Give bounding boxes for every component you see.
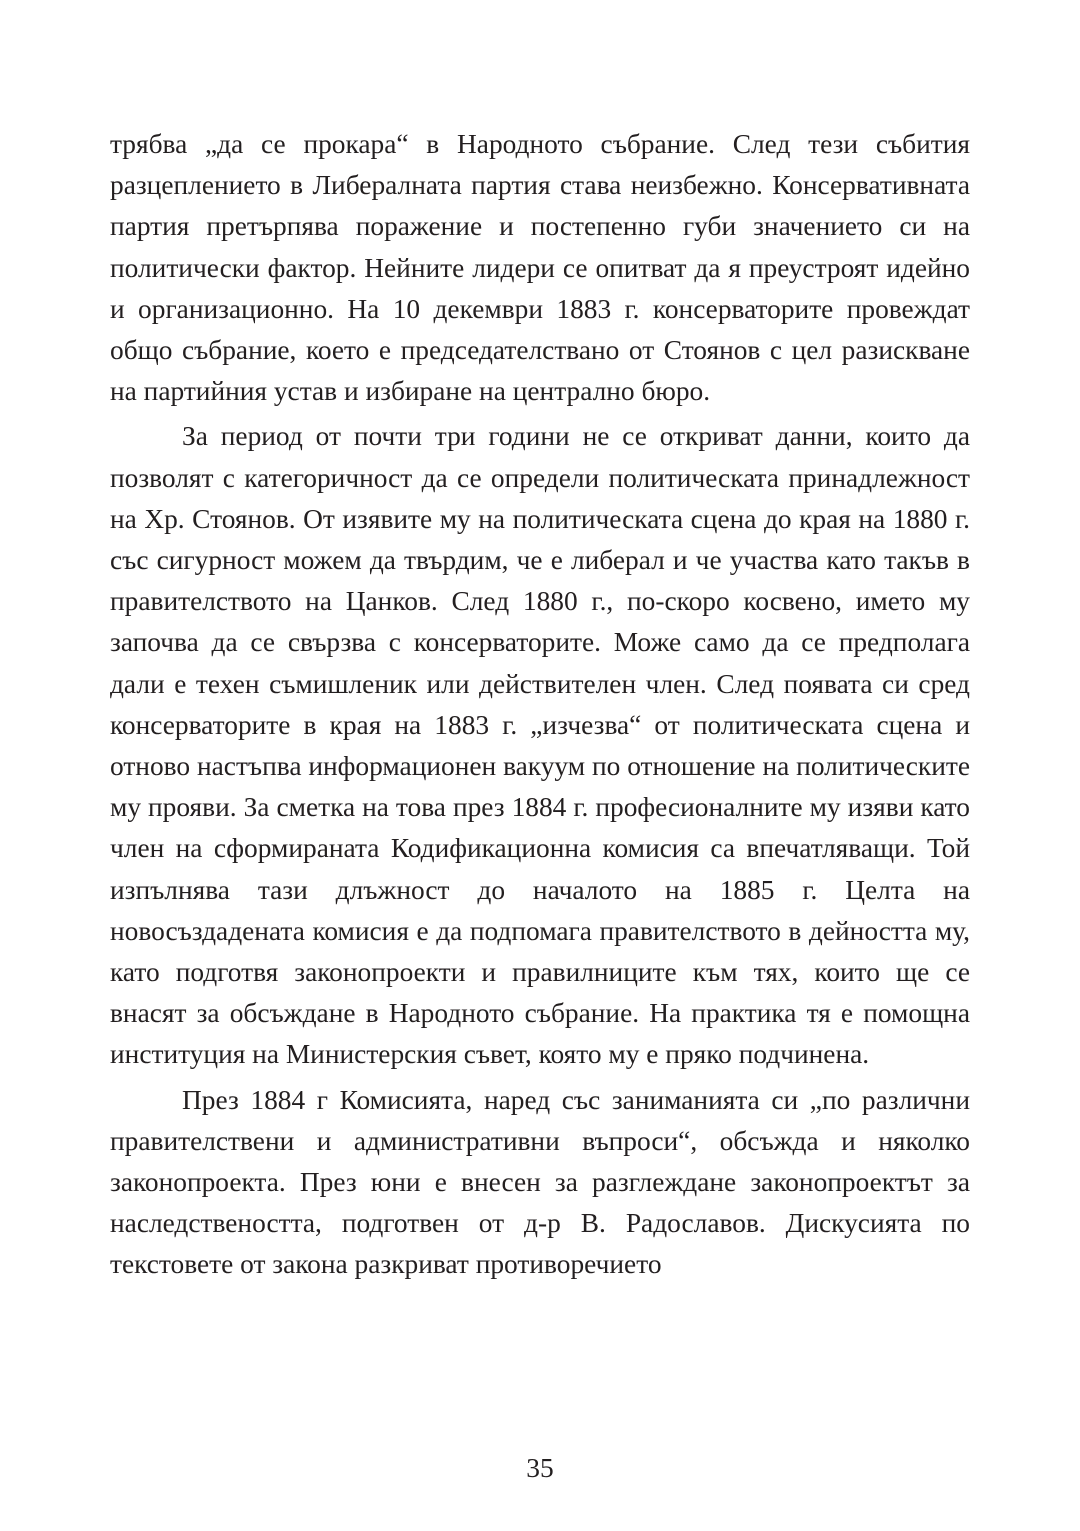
paragraph-3: През 1884 г Комисията, наред със заниманията си „по различни правителствени и административни въпроси“, обсъжда и няколко законопроекта. През юни е внесен за разглеждане законопроектът за наследствеността, подготвен от д-р В. Радославов. Дискусията по текстовете от закона разкриват противоречието: [110, 1084, 970, 1280]
paragraph-1: трябва „да се прокара“ в Народното събрание. След тези събития разцеплението в Либералната партия става неизбежно. Консервативната партия претърпява поражение и постепенно губи значението си на политически фактор. Нейните лидери се опитват да я преустроят идейно и организационно. На 10 декември 1883 г. консерваторите провеждат общо събрание, което е председателствано от Стоянов с цел разискване на партийния устав и избиране на централно бюро.: [110, 129, 970, 407]
body-text: [110, 124, 970, 1286]
page-number: 35: [526, 1453, 554, 1483]
paragraph-2: За период от почти три години не се откриват данни, които да позволят с категоричност да се определи политическата принадлежност на Хр. Стоянов. От изявите му на политическата сцена до края на 1880 г. със сигурност можем да твърдим, че е либерал и че участва като такъв в правителството на Цанков. След 1880 г., по-скоро косвено, името му започва да се свързва с консерваторите. Може само да се предполага дали е техен съмишленик или действителен член. След появата си сред консерваторите в края на 1883 г. „изчезва“ от политическата сцена и отново настъпва информационен вакуум по отношение на политическите му прояви. За сметка на това през 1884 г. професионалните му изяви като член на сформираната Кодификационна комисия са впечатляващи. Той изпълнява тази длъжност до началото на 1885 г. Целта на новосъздадената комисия е да подпомага правителството в дейността му, като подготвя законопроекти и правилниците към тях, които ще се внасят за обсъждане в Народното събрание. На практика тя е помощна институция на Министерския съвет, която му е пряко подчинена.: [110, 421, 970, 1070]
